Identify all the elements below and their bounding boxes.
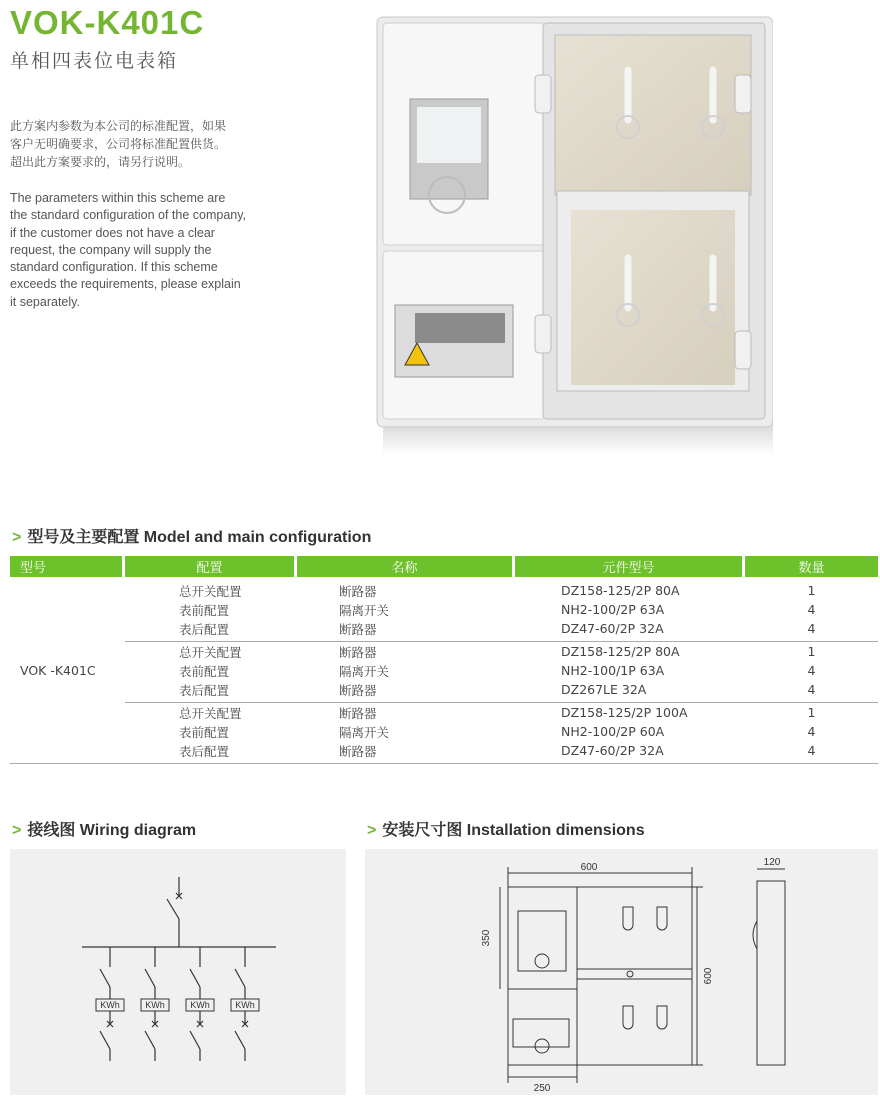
dimensions-section-heading [367, 817, 645, 840]
part-cell: DZ47-60/2P 32A [561, 743, 664, 758]
table-row [10, 680, 878, 699]
table-row [10, 600, 878, 619]
qty-cell: 4 [807, 724, 816, 739]
part-cell: DZ158-125/2P 80A [561, 583, 680, 598]
config-cell: 表前配置 [179, 602, 230, 618]
desc-en-line: standard configuration. If this scheme [10, 260, 218, 275]
table-row [10, 703, 878, 722]
desc-cn-line: 客户无明确要求，公司将标准配置供货。 [10, 137, 227, 151]
dim-width-label: 600 [580, 862, 598, 873]
header-config: 配置 [125, 556, 297, 577]
name-cell: 断路器 [339, 644, 377, 660]
name-cell: 断路器 [339, 743, 377, 759]
config-cell: 表前配置 [179, 724, 230, 740]
part-cell: DZ158-125/2P 100A [561, 705, 688, 720]
qty-cell: 4 [807, 602, 816, 617]
header-qty: 数量 [745, 556, 878, 577]
product-subtitle: 单相四表位电表箱 [10, 50, 179, 72]
wiring-section-title: 接线图 Wiring diagram [27, 822, 197, 839]
description-chinese [10, 117, 260, 171]
part-cell: DZ47-60/2P 32A [561, 621, 664, 636]
wiring-section-heading [12, 817, 196, 840]
dim-height-label: 600 [703, 967, 714, 985]
qty-cell: 4 [807, 743, 816, 758]
qty-cell: 1 [807, 583, 816, 598]
table-row [10, 619, 878, 638]
branch-line [190, 969, 200, 987]
qty-cell: 1 [807, 644, 816, 659]
branch-line [235, 1031, 245, 1049]
name-cell: 断路器 [339, 583, 377, 599]
qty-cell: 4 [807, 682, 816, 697]
config-cell: 表后配置 [179, 743, 230, 759]
branch-line [235, 969, 245, 987]
branch-line [100, 1031, 110, 1049]
header-name: 名称 [297, 556, 515, 577]
qty-cell: 4 [807, 663, 816, 678]
meter-label: KWh [235, 1000, 255, 1010]
table-row [10, 642, 878, 661]
config-section-heading [12, 524, 371, 547]
desc-en-line: the standard configuration of the company, [10, 208, 247, 223]
config-cell: 表前配置 [179, 663, 230, 679]
meter-label: KWh [190, 1000, 210, 1010]
header-model: 型号 [10, 556, 125, 577]
branch-line [145, 1031, 155, 1049]
dim-lower-width-label: 250 [533, 1083, 551, 1094]
qty-cell: 4 [807, 621, 816, 636]
dim-depth-label: 120 [763, 857, 781, 868]
part-cell: DZ158-125/2P 80A [561, 644, 680, 659]
dimensions-panel [365, 849, 878, 1095]
config-cell: 表后配置 [179, 682, 230, 698]
wiring-diagram-panel [10, 849, 346, 1095]
dimensions-section-title: 安装尺寸图 Installation dimensions [382, 822, 645, 839]
name-cell: 隔离开关 [339, 602, 390, 618]
config-cell: 表后配置 [179, 621, 230, 637]
meter-label: KWh [145, 1000, 165, 1010]
meter-label: KWh [100, 1000, 120, 1010]
name-cell: 断路器 [339, 682, 377, 698]
description-english [10, 190, 258, 311]
meter-box-photo [375, 15, 773, 455]
table-row [10, 741, 878, 760]
dimension-drawing [365, 849, 878, 1095]
section-arrow-icon: > [12, 822, 22, 839]
desc-en-line: exceeds the requirements, please explain [10, 277, 241, 292]
table-header-row [10, 556, 878, 577]
configuration-table [10, 556, 878, 764]
desc-en-line: The parameters within this scheme are [10, 191, 226, 205]
name-cell: 隔离开关 [339, 663, 390, 679]
section-arrow-icon: > [367, 822, 377, 839]
part-cell: NH2-100/2P 60A [561, 724, 665, 739]
desc-en-line: it separately. [10, 294, 80, 309]
branch-line [190, 1031, 200, 1049]
part-cell: DZ267LE 32A [561, 682, 647, 697]
desc-cn-line: 超出此方案要求的，请另行说明。 [10, 155, 191, 169]
config-section-title: 型号及主要配置 Model and main configuration [27, 529, 372, 546]
part-cell: NH2-100/2P 63A [561, 602, 665, 617]
desc-cn-line: 此方案内参数为本公司的标准配置，如果 [10, 119, 227, 133]
part-cell: NH2-100/1P 63A [561, 663, 665, 678]
name-cell: 断路器 [339, 705, 377, 721]
name-cell: 断路器 [339, 621, 377, 637]
desc-en-line: if the customer does not have a clear [10, 225, 215, 240]
branch-line [145, 969, 155, 987]
qty-cell: 1 [807, 705, 816, 720]
config-cell: 总开关配置 [179, 705, 242, 721]
table-row [10, 722, 878, 741]
dim-upper-height-label: 350 [481, 929, 492, 947]
table-row [10, 661, 878, 680]
model-cell: VOK -K401C [20, 663, 96, 678]
table-row [10, 581, 878, 600]
desc-en-line: request, the company will supply the [10, 242, 212, 257]
product-title: VOK-K401C [10, 4, 205, 41]
header-part: 元件型号 [515, 556, 745, 577]
config-cell: 总开关配置 [179, 583, 242, 599]
wiring-diagram [10, 849, 346, 1095]
section-arrow-icon: > [12, 529, 22, 546]
branch-line [100, 969, 110, 987]
name-cell: 隔离开关 [339, 724, 390, 740]
config-cell: 总开关配置 [179, 644, 242, 660]
